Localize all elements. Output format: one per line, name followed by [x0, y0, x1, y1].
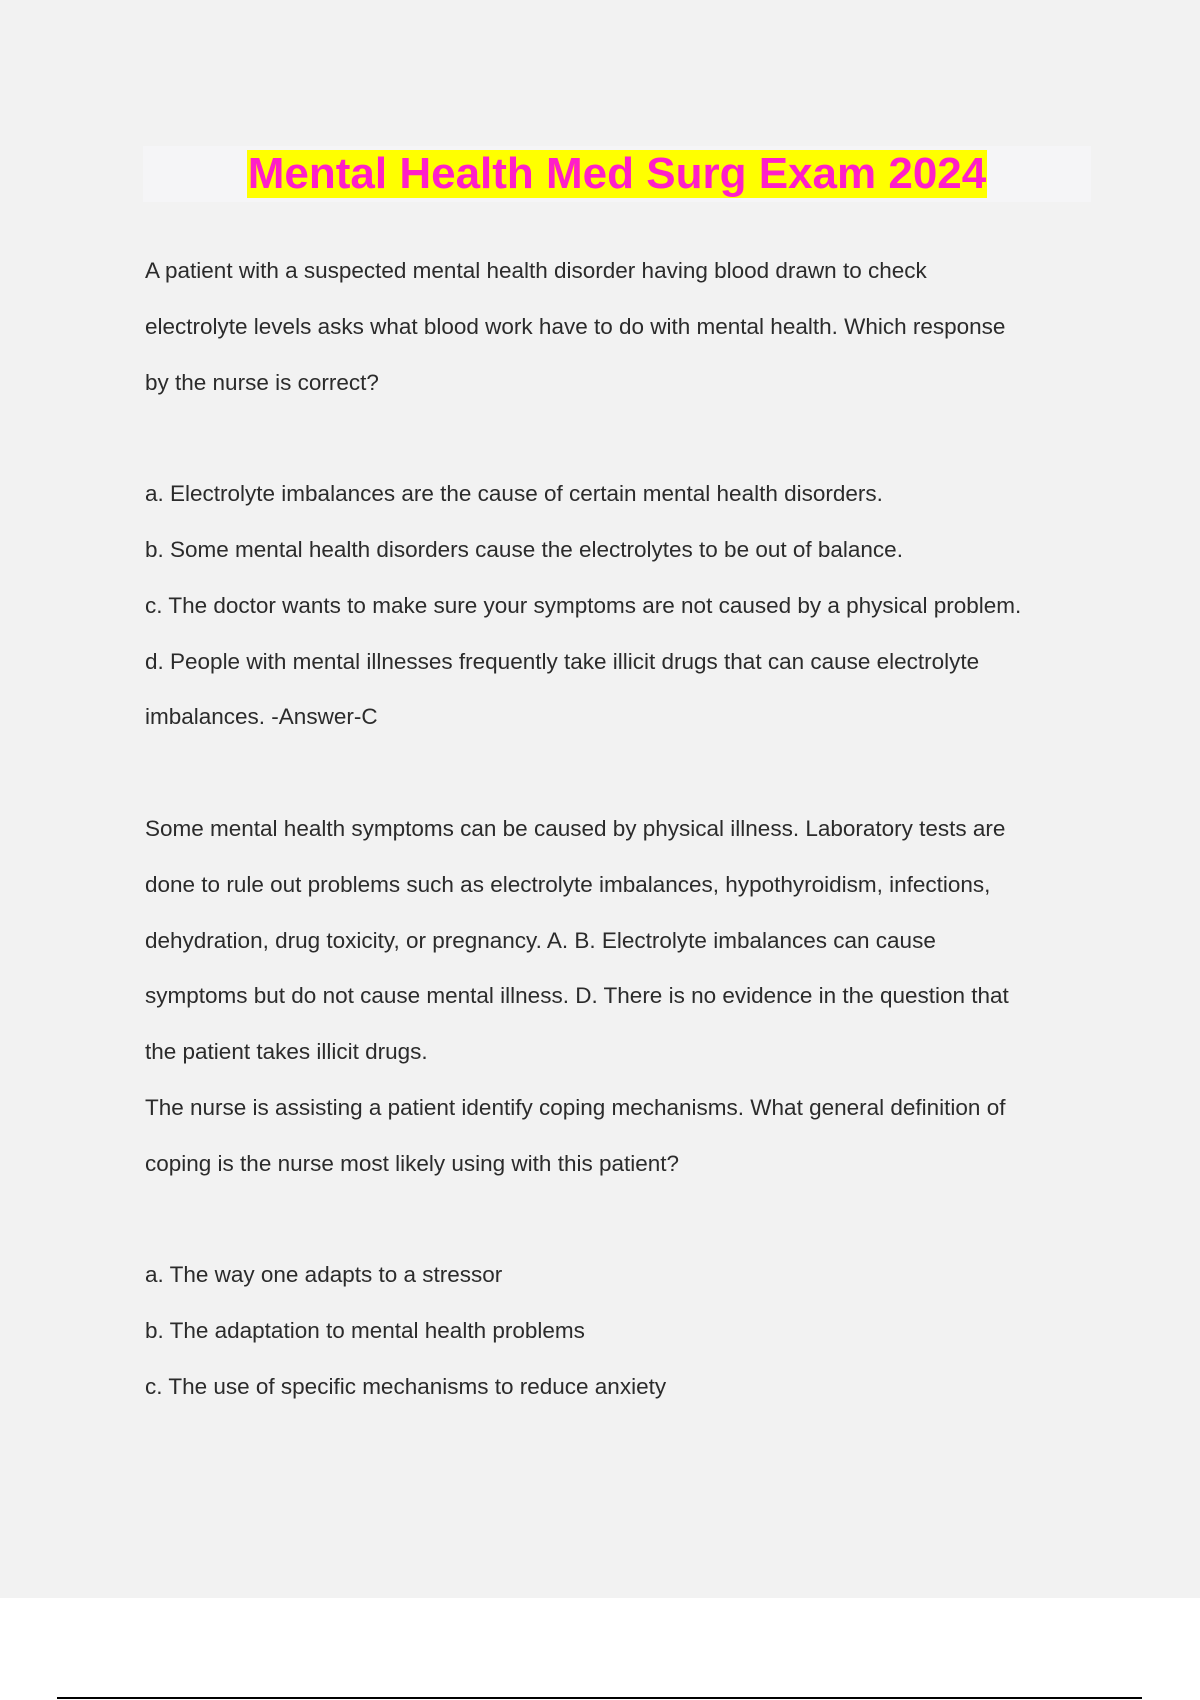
- q1-option-c: c. The doctor wants to make sure your symptoms are not caused by a physical problem.: [145, 592, 1022, 618]
- q1-stem-line-2: electrolyte levels asks what blood work have to do with mental health. Which response: [145, 313, 1006, 339]
- q2-option-b: b. The adaptation to mental health problems: [145, 1318, 585, 1344]
- q1-stem-line-3: by the nurse is correct?: [145, 369, 379, 395]
- blank-line: [145, 1192, 1095, 1248]
- q1-option-d-line-1: d. People with mental illnesses frequently take illicit drugs that can cause electrolyte: [145, 648, 980, 674]
- q2-stem-line-1: The nurse is assisting a patient identify coping mechanisms. What general definition of: [145, 1094, 1006, 1120]
- q2-option-a: a. The way one adapts to a stressor: [145, 1262, 503, 1288]
- rationale-line-5: the patient takes illicit drugs.: [145, 1039, 428, 1065]
- q1-option-b: b. Some mental health disorders cause the electrolytes to be out of balance.: [145, 536, 903, 562]
- document-body: [145, 243, 1095, 1415]
- blank-line: [145, 745, 1095, 801]
- q1-option-d-line-2-answer: imbalances. -Answer-C: [145, 704, 378, 730]
- document-title: Mental Health Med Surg Exam 2024: [247, 149, 987, 198]
- q1-stem-line-1: A patient with a suspected mental health disorder having blood drawn to check: [145, 258, 927, 283]
- blank-line: [145, 410, 1095, 466]
- q2-stem-line-2: coping is the nurse most likely using with this patient?: [145, 1150, 680, 1176]
- q2-option-c: c. The use of specific mechanisms to reduce anxiety: [145, 1373, 667, 1399]
- footer-rule: [57, 1697, 1142, 1699]
- q1-option-a: a. Electrolyte imbalances are the cause of certain mental health disorders.: [145, 481, 883, 507]
- title-band: [143, 146, 1091, 202]
- rationale-line-2: done to rule out problems such as electrolyte imbalances, hypothyroidism, infections,: [145, 871, 991, 897]
- rationale-line-1: Some mental health symptoms can be caused by physical illness. Laboratory tests are: [145, 815, 1006, 841]
- rationale-line-3: dehydration, drug toxicity, or pregnancy. A. B. Electrolyte imbalances can cause: [145, 927, 936, 953]
- rationale-line-4: symptoms but do not cause mental illness. D. There is no evidence in the question that: [145, 983, 1009, 1009]
